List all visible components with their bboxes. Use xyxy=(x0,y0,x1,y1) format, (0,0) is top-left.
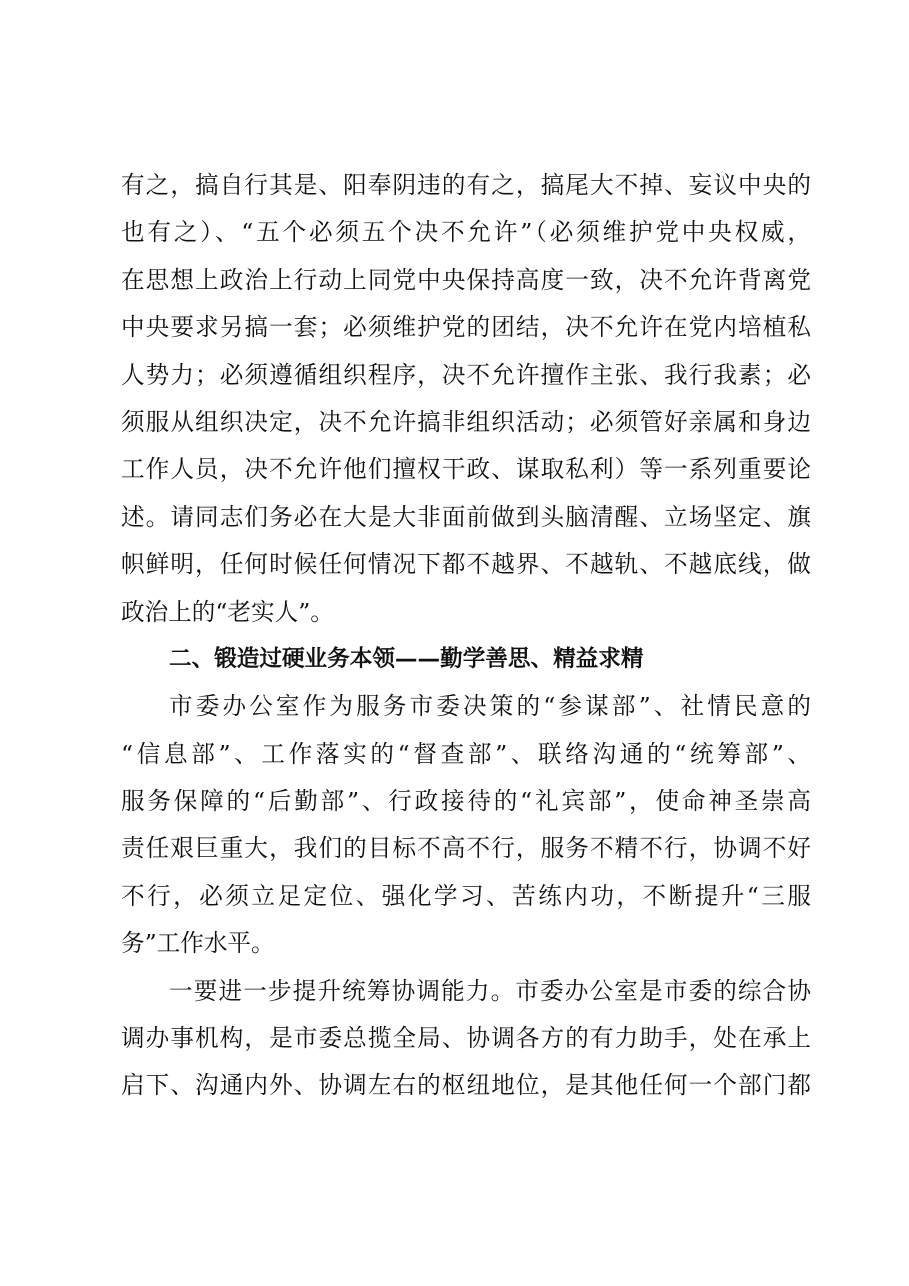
paragraph-line: 有之，搞自行其是、阳奉阴违的有之，搞尾大不掉、妄议中央的 xyxy=(121,171,811,199)
paragraph-line: 帜鲜明，任何时候任何情况下都不越界、不越轨、不越底线，做 xyxy=(121,550,811,579)
document-body xyxy=(121,162,811,1110)
paragraph-line: 调办事机构，是市委总揽全局、协调各方的有力助手，处在承上 xyxy=(121,1024,811,1053)
paragraph-line: 责任艰巨重大，我们的目标不高不行，服务不精不行，协调不好 xyxy=(121,834,811,863)
paragraph-line: “信息部”、工作落实的“督查部”、联络沟通的“统筹部”、 xyxy=(121,739,811,768)
section-heading: 二、锻造过硬业务本领——勤学善思、精益求精 xyxy=(169,645,644,672)
paragraph-line: 不行，必须立足定位、强化学习、苦练内功，不断提升“三服 xyxy=(121,881,811,910)
paragraph-line: 人势力；必须遵循组织程序，决不允许擅作主张、我行我素；必 xyxy=(121,360,811,389)
paragraph-line: 政治上的“老实人”。 xyxy=(121,597,334,626)
paragraph-line: 在思想上政治上行动上同党中央保持高度一致，决不允许背离党 xyxy=(121,265,811,294)
paragraph-line: 工作人员，决不允许他们擅权干政、谋取私利）等一系列重要论 xyxy=(121,455,811,484)
paragraph-line: 须服从组织决定，决不允许搞非组织活动；必须管好亲属和身边 xyxy=(121,407,811,436)
paragraph-line: 述。请同志们务必在大是大非面前做到头脑清醒、立场坚定、旗 xyxy=(121,502,811,531)
paragraph-line: 启下、沟通内外、协调左右的枢纽地位，是其他任何一个部门都 xyxy=(121,1071,811,1100)
paragraph-line: 市委办公室作为服务市委决策的“参谋部”、社情民意的 xyxy=(169,692,811,721)
paragraph-line: 务”工作水平。 xyxy=(121,929,275,958)
paragraph-line: 一要进一步提升统筹协调能力。市委办公室是市委的综合协 xyxy=(169,976,811,1005)
paragraph-line: 中央要求另搞一套；必须维护党的团结，决不允许在党内培植私 xyxy=(121,313,811,342)
paragraph-line: 也有之）、“五个必须五个决不允许”（必须维护党中央权威， xyxy=(121,218,811,247)
paragraph-line: 服务保障的“后勤部”、行政接待的“礼宾部”，使命神圣崇高 xyxy=(121,787,811,816)
